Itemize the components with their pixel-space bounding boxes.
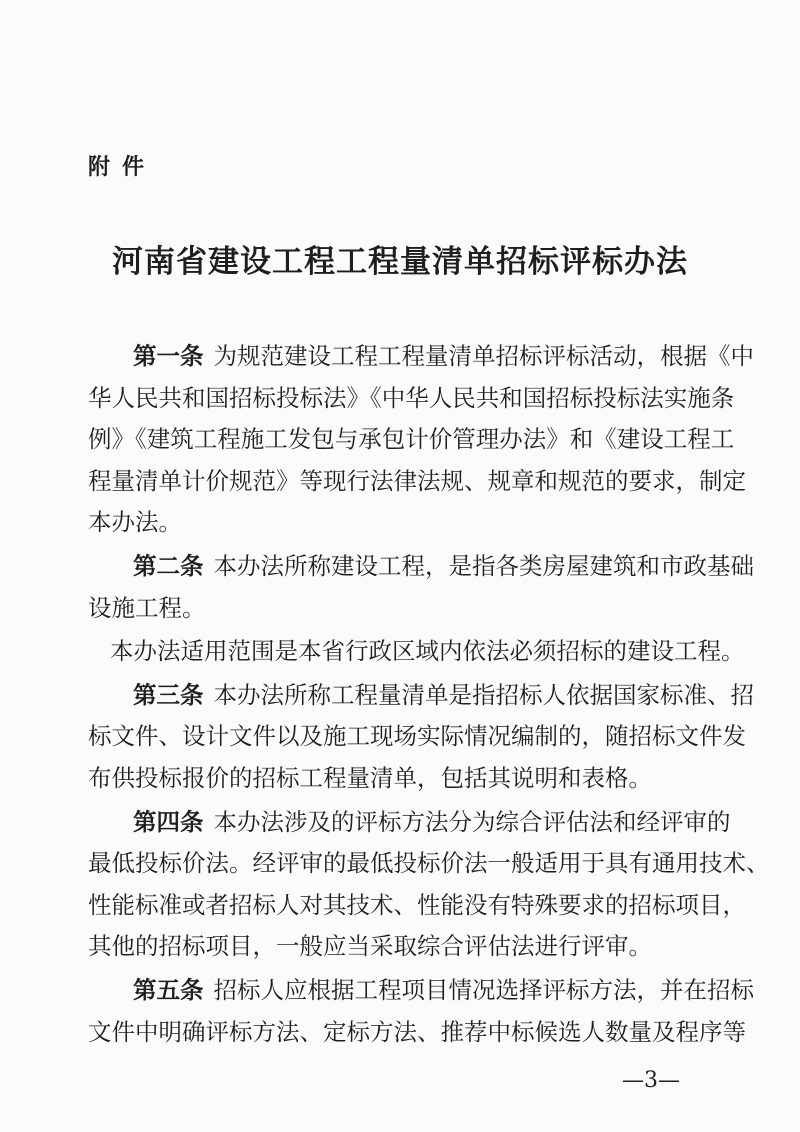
text-line <box>88 336 754 378</box>
line-text: 为规范建设工程工程量清单招标评标活动，根据《中 <box>213 342 754 370</box>
line-text: 本办法所称工程量清单是指招标人依据国家标准、招 <box>213 680 754 709</box>
line-text: 本办法所称建设工程，是指各类房屋建筑和市政基础 <box>213 551 754 580</box>
text-line <box>88 970 754 1012</box>
line-text: 文件中明确评标方法、定标方法、推荐中标候选人数量及程序等 <box>88 1017 746 1046</box>
line-text: 其他的招标项目，一般应当采取综合评估法进行评审。 <box>88 932 652 961</box>
article-heading: 第五条 <box>133 975 204 1004</box>
line-text: 本办法涉及的评标方法分为综合评估法和经评审的 <box>213 807 731 836</box>
line-text: 设施工程。 <box>88 593 206 622</box>
line-text: 本办法适用范围是本省行政区域内依法必须招标的建设工程。 <box>110 637 745 666</box>
line-text: 性能标准或者招标人对其技术、性能没有特殊要求的招标项目， <box>88 890 746 919</box>
article-paragraph <box>88 631 745 673</box>
text-line <box>88 1012 746 1054</box>
article-paragraph <box>88 675 754 800</box>
line-text: 本办法。 <box>88 508 182 537</box>
article-paragraph <box>88 546 754 629</box>
attachment-label: 附件 <box>88 155 157 180</box>
text-line <box>88 675 754 717</box>
text-line <box>88 461 746 503</box>
line-text: 华人民共和国招标投标法》《中华人民共和国招标投标法实施条 <box>88 383 735 412</box>
document-body <box>88 336 770 1055</box>
article-heading: 第二条 <box>133 551 204 580</box>
article-heading: 第一条 <box>133 342 204 370</box>
text-line <box>88 758 714 800</box>
article-heading: 第三条 <box>133 680 204 709</box>
text-line <box>88 802 731 844</box>
article-paragraph <box>88 336 754 544</box>
line-text: 布供投标报价的招标工程量清单，包括其说明和表格。 <box>88 763 652 792</box>
text-line <box>88 631 745 673</box>
text-line <box>88 502 714 544</box>
line-text: 标文件、设计文件以及施工现场实际情况编制的，随招标文件发 <box>88 722 746 751</box>
text-line <box>88 546 754 588</box>
article-heading: 第四条 <box>133 807 204 836</box>
text-line <box>88 419 735 461</box>
document-title: 河南省建设工程工程量清单招标评标办法 <box>112 244 688 280</box>
text-line <box>88 588 714 630</box>
page-number: —3— <box>622 1068 680 1093</box>
text-line <box>88 926 714 968</box>
text-line <box>88 885 746 927</box>
text-line <box>88 716 746 758</box>
article-paragraph <box>88 970 754 1053</box>
text-line <box>88 843 770 885</box>
line-text: 例》《建筑工程施工发包与承包计价管理办法》和《建设工程工 <box>88 425 735 454</box>
line-text: 最低投标价法。经评审的最低投标价法一般适用于具有通用技术、 <box>88 849 770 878</box>
article-paragraph <box>88 802 770 968</box>
line-text: 招标人应根据工程项目情况选择评标方法，并在招标 <box>213 975 754 1004</box>
line-text: 程量清单计价规范》等现行法律法规、规章和规范的要求，制定 <box>88 466 746 495</box>
text-line <box>88 378 735 420</box>
